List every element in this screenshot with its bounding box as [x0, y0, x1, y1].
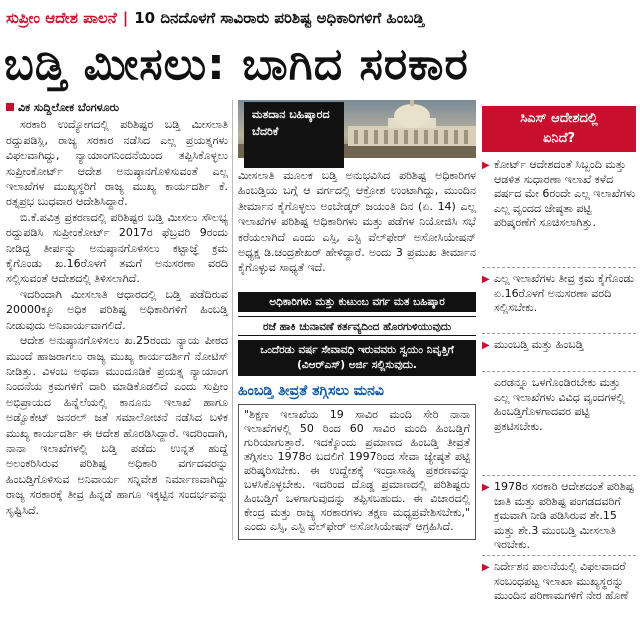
sidebar-title-line1: ಸಿಎಸ್ ಆದೇಶದಲ್ಲಿ: [520, 111, 598, 126]
photo-label: ಮತದಾನ ಬಹಿಷ್ಕಾರದ ಬೆದರಿಕೆ: [244, 102, 344, 168]
kicker-separator: |: [122, 9, 129, 27]
main-column: [6, 100, 228, 538]
kicker: [6, 6, 634, 30]
arrow-icon: ▶: [482, 160, 490, 171]
column-divider: [232, 100, 233, 540]
arrow-icon: ▶: [482, 274, 490, 285]
arrow-icon: ▶: [482, 340, 490, 351]
paragraph: ಆದೇಶ ಅನುಷ್ಠಾನಗೊಳಿಸಲು ಖ.25ರಂದು ನ್ಯಾಯ ಪೀಠದ ಮುಂದೆ ಹಾಜರಾಗಲು ರಾಜ್ಯ ಮುಖ್ಯ ಕಾರ್ಯದರ್ಶಿಗೆ ನೋಟಿಸ್ ನೀಡಿತ್ತು. ವಿಳಂಬ ಅಥವಾ ಮುಂದೂಡಿಕೆ ಪ್ರಯತ್ನ ನ್ಯಾಯಾಂಗ ನಿಂದನೆಯ ಕ್ರಮಗಳಿಗೆ ದಾರಿ ಮಾಡಿಕೊಡಲಿದೆ ಎಂದು ಸುಪ್ರೀಂ ಅಭಿಪ್ರಾಯದ ಹಿನ್ನೆಲೆಯಲ್ಲಿ ಕಾನೂನು ಇಲಾಖೆ ಹಾಗೂ ಅಡ್ವೊಕೇಟ್ ಜನರಲ್ ಜತೆ ಸಮಾಲೋಚನೆ ನಡೆಸಿದ ಬಳಿಕ ಮುಖ್ಯ ಕಾರ್ಯದರ್ಶಿ ಈ ಆದೇಶ ಹೊರಡಿಸಿದ್ದಾರೆ. ಇದರಿಂದಾಗಿ, ನಾನಾ ಇಲಾಖೆಗಳಲ್ಲಿ ಬಡ್ತಿ ಪಡೆದು ಉನ್ನತ ಹುದ್ದೆ ಅಲಂಕರಿಸಿರುವ ಪರಿಶಿಷ್ಟ ಅಧಿಕಾರಿ ವರ್ಗದವರನ್ನು ಹಿಂಬಡ್ತಿಗೊಳಿಸುವ ಅನಿವಾರ್ಯ ಸನ್ನಿವೇಶ ನಿರ್ಮಾಣವಾಗಿದ್ದು ರಾಜ್ಯ ಸರಕಾರಕ್ಕೆ ತೀವ್ರ ಹಿನ್ನಡೆ ಹಾಗೂ ಇಕ್ಕಟ್ಟಿನ ಸಂದರ್ಭವನ್ನು ಸೃಷ್ಟಿಸಿದೆ.: [6, 334, 228, 517]
sidebar-item: [482, 374, 636, 476]
byline-text: ವಿಕ ಸುದ್ದಿಲೋಕ ಬೆಂಗಳೂರು: [18, 101, 119, 114]
quote-box: "ಶಿಕ್ಷಣ ಇಲಾಖೆಯ 19 ಸಾವಿರ ಮಂದಿ ಸೇರಿ ನಾನಾ ಇಲಾಖೆಗಳಲ್ಲಿ 50 ರಿಂದ 60 ಸಾವಿರ ಮಂದಿ ಹಿಂಬಡ್ತಿಗೆ ಗುರಿಯಾಗುತ್ತಾರೆ. ಇದಕ್ಕೊಂದು ಪ್ರಮಾಣದ ಹಿಂಬಡ್ತಿ ತೀವ್ರತೆ ತಗ್ಗಿಸಲು 1978ರ ಬದಲಿಗೆ 1997ರಿಂದ ಸೇವಾ ಜ್ಯೇಷ್ಠತೆ ಪಟ್ಟಿ ಪರಿಷ್ಕರಿಸಬೇಕು. ಈ ಉದ್ದೇಶಕ್ಕೆ ಇಂದ್ರಾಸಾಹ್ನಿ ಪ್ರಕರಣವನ್ನು ಬಳಸಿಕೊಳ್ಳಬೇಕು. ಇದರಿಂದ ದೊಡ್ಡ ಪ್ರಮಾಣದಲ್ಲಿ ಪರಿಶಿಷ್ಟರು ಹಿಂಬಡ್ತಿಗೆ ಒಳಗಾಗುವುದನ್ನು ತಪ್ಪಿಸಬಹುದು. ಈ ವಿಚಾರದಲ್ಲಿ ಕೇಂದ್ರ ಮತ್ತು ರಾಜ್ಯ ಸರಕಾರಗಳು ತಕ್ಷಣ ಮಧ್ಯಪ್ರವೇಶಿಸಬೇಕು," ಎಂದು ಎಸ್ಸಿ, ಎಸ್ಟಿ ವೆಲ್‌ಫೇರ್ ಅಸೋಸಿಯೇಷನ್ ಆಗ್ರಹಿಸಿದೆ.: [238, 404, 476, 540]
sidebar-item-text: ಎರಡನ್ನೂ ಒಳಗೊಂಡಿರಬೇಕು ಮತ್ತು ಎಲ್ಲ ಇಲಾಖೆಗಳು ವಿವಿಧ ವೃಂದಗಳಲ್ಲಿ ಹಿಂಬಡ್ತಿಗೊಳಗಾದವರ ಪಟ್ಟಿ ಪ್ರಕಟಿಸಬೇಕು.: [494, 376, 625, 433]
subhead: ಹಿಂಬಡ್ತಿ ತೀವ್ರತೆ ತಗ್ಗಿಸಲು ಮನವಿ: [238, 383, 384, 399]
banner-vrs: ಒಂದೆರಡು ವರ್ಷ ಸೇವಾವಧಿ ಇರುವವರು ಸ್ವಯಂ ನಿವೃತ್ತಿಗೆ (ವಿಆರ್‌ಎಸ್) ಅರ್ಜಿ ಸಲ್ಲಿಸುವುದು.: [238, 340, 476, 376]
sidebar-title-line2: ಏನಿದೆ?: [542, 131, 576, 146]
paragraph: ಸರಕಾರಿ ಉದ್ಯೋಗದಲ್ಲಿ ಪರಿಶಿಷ್ಟರ ಬಡ್ತಿ ಮೀಸಲಾತಿ ರದ್ದುಪಡಿಸ್ಲಿ, ರಾಜ್ಯ ಸರಕಾರ ನಡೆಸಿದ ಎಲ್ಲ ಪ್ರಯತ್ನಗಳು ವಿಫಲವಾಗಿದ್ದು, ನ್ಯಾಯಾಂಗನಿಂದನೆಯಿಂದ ತಪ್ಪಿಸಿಕೊಳ್ಳಲು ಸುಪ್ರೀಂಕೋರ್ಟ್ ಆದೇಶ ಅನುಷ್ಠಾನಗೊಳಿಸುವಂತೆ ಎಲ್ಲ ಇಲಾಖೆಗಳ ಮುಖ್ಯಸ್ಥರಿಗೆ ರಾಜ್ಯ ಮುಖ್ಯ ಕಾರ್ಯದರ್ಶಿ ಕೆ. ರತ್ನಪ್ರಭ ಬುಧವಾರ ಆದೇಶಿಸಿದ್ದಾರೆ.: [6, 118, 228, 209]
sidebar-item-text: ಮುಂಬಡ್ತಿ ಮತ್ತು ಹಿಂಬಡ್ತಿ: [494, 338, 584, 351]
sidebar: [482, 100, 636, 603]
kicker-part2: 10 ದಿನದೊಳಗೆ ಸಾವಿರಾರು ಪರಿಶಿಷ್ಟ ಅಧಿಕಾರಿಗಳಿಗೆ ಹಿಂಬಡ್ತಿ: [134, 9, 425, 27]
banner-boycott: ಅಧಿಕಾರಿಗಳು ಮತ್ತು ಕುಟುಂಬ ವರ್ಗ ಮತ ಬಹಿಷ್ಕಾರ: [238, 292, 476, 312]
sidebar-item: [482, 478, 636, 556]
sidebar-item: [482, 336, 636, 372]
paragraph: ಬಿ.ಕೆ.ಪವಿತ್ರ ಪ್ರಕರಣದಲ್ಲಿ ಪರಿಶಿಷ್ಟರ ಬಡ್ತಿ ಮೀಸಲು ಸೌಲಭ್ಯ ರದ್ದುಪಡಿಸಿ ಸುಪ್ರೀಂಕೋರ್ಟ್ 2017ರ ಫೆಬ್ರವರಿ 9ರಂದು ನೀಡಿದ್ದ ತೀರ್ಪನ್ನು ಅನುಷ್ಠಾನಗೊಳಿಸಲು ಕಟ್ಟಾಜ್ಞೆ ಕ್ರಮ ಕೈಗೊಂಡು ಖ.16ರೊಳಗೆ ತಮಗೆ ಅನುಸರಣಾ ವರದಿ ಸಲ್ಲಿಸುವಂತೆ ಆದೇಶದಲ್ಲಿ ತಿಳಿಸಲಾಗಿದೆ.: [6, 210, 228, 286]
arrow-icon: ▶: [482, 562, 490, 573]
sidebar-title: [482, 106, 636, 152]
paragraph: ಇದರಿಂದಾಗಿ ಮೀಸಲಾತಿ ಆಧಾರದಲ್ಲಿ ಬಡ್ತಿ ಪಡೆದಿರುವ 20000ಕ್ಕೂ ಅಧಿಕ ಪರಿಶಿಷ್ಟ ಅಧಿಕಾರಿಗಳಿಗೆ ಹಿಂಬಡ್ತಿ ನೀಡುವುದು ಅನಿವಾರ್ಯವಾಗಲಿದೆ.: [6, 287, 228, 332]
sidebar-item-text: ಕೋರ್ಟ್ ಆದೇಶದಂತೆ ಸಿಬ್ಬಂದಿ ಮತ್ತು ಆಡಳಿತ ಸುಧಾರಣಾ ಇಲಾಖೆ ಕಳೆದ ವರ್ಷದ ಮೇ 6ರಂದೇ ಎಲ್ಲ ಇಲಾಖೆಗಳು ಎಲ್ಲ ವೃಂದದ ಜೇಷ್ಠತಾ ಪಟ್ಟಿ ಪರಿಷ್ಕರಣೆಗೆ ಸೂಚಿಸಲಾಗಿತ್ತು.: [494, 158, 636, 230]
byline-square-icon: [6, 103, 14, 111]
sidebar-item: [482, 156, 636, 268]
banner-leave: ರಜೆ ಹಾಕಿ ಚುನಾವಣೆ ಕರ್ತವ್ಯದಿಂದ ಹೊರಗುಳಿಯುವುದು: [238, 316, 476, 336]
sidebar-item: [482, 270, 636, 334]
paragraph: ಮೀಸಲಾತಿ ಮೂಲಕ ಬಡ್ತಿ ಅನುಭವಿಸಿದ ಪರಿಶಿಷ್ಟ ಅಧಿಕಾರಿಗಳ ಹಿಂಬಡ್ತಿಯ ಬಗ್ಗೆ ಆ ವರ್ಗದಲ್ಲಿ ಆಕ್ರೋಶ ಉಂಟಾಗಿದ್ದು, ಮುಂದಿನ ತೀರ್ಮಾನ ಕೈಗೊಳ್ಳಲು ಅಂಬೇಡ್ಕರ್ ಜಯಂತಿ ದಿನ (ಏ. 14) ಎಲ್ಲ ಇಲಾಖೆಗಳ ಪರಿಶಿಷ್ಟ ಅಧಿಕಾರಿಗಳು ಮತ್ತು ಪಡೆಗಳ ನಿಯೋಜಿಸಿ ಸಭೆ ಕರೆಯಲಾಗಿದೆ ಎಂದು ಎಸ್ಸಿ, ಎಸ್ಟಿ ವೆಲ್‌ಫೇರ್ ಅಸೋಸಿಯೇಷನ್ ಅಧ್ಯಕ್ಷ ಡಿ.ಚಂದ್ರಶೇಖರ್ ಹೇಳಿದ್ದಾರೆ. ಅಂದು 3 ಪ್ರಮುಖ ತೀರ್ಮಾನ ಕೈಗೊಳ್ಳುವ ಸಾಧ್ಯತೆ ಇದೆ.: [238, 169, 476, 275]
sidebar-item-text: ನಿರ್ದೇಶನ ಪಾಲನೆಯಲ್ಲಿ ವಿಫಲವಾದರೆ ಸಂಬಂಧಪಟ್ಟ ಇಲಾಖಾ ಮುಖ್ಯಸ್ಥರನ್ನು ಮುಂದಿನ ಪರಿಣಾಮಗಳಿಗೆ ನೇರ ಹೊಣೆ: [494, 560, 629, 603]
byline: [6, 100, 228, 115]
sidebar-item-text: 1978ರ ಸರಕಾರಿ ಆದೇಶದಂತೆ ಪರಿಶಿಷ್ಟ ಜಾತಿ ಮತ್ತು ಪರಿಶಿಷ್ಟ ಪಂಗಡದವರಿಗೆ ಕ್ರಮವಾಗಿ ನೀಡಿ ಪಡಿಸಿರುವ ಶೇ.15 ಮತ್ತು ಶೇ.3 ಮುಂಬಡ್ತಿ ಮೀಸಲಾತಿ ಇರಬೇಕು.: [494, 480, 635, 552]
center-column-text: [238, 168, 476, 290]
sidebar-item: [482, 558, 636, 640]
headline: ಬಡ್ತಿ ಮೀಸಲು: ಬಾಗಿದ ಸರಕಾರ: [4, 39, 469, 90]
kicker-part1: ಸುಪ್ರೀಂ ಆದೇಶ ಪಾಲನೆ: [6, 9, 117, 27]
arrow-icon: ▶: [482, 482, 490, 493]
sidebar-item-text: ಎಲ್ಲ ಇಲಾಖೆಗಳು ತೀವ್ರ ಕ್ರಮ ಕೈಗೊಂಡು ಏ.16ರೊಳಗೆ ಅನುಸರಣಾ ವರದಿ ಸಲ್ಲಿಸಬೇಕು.: [494, 272, 634, 315]
